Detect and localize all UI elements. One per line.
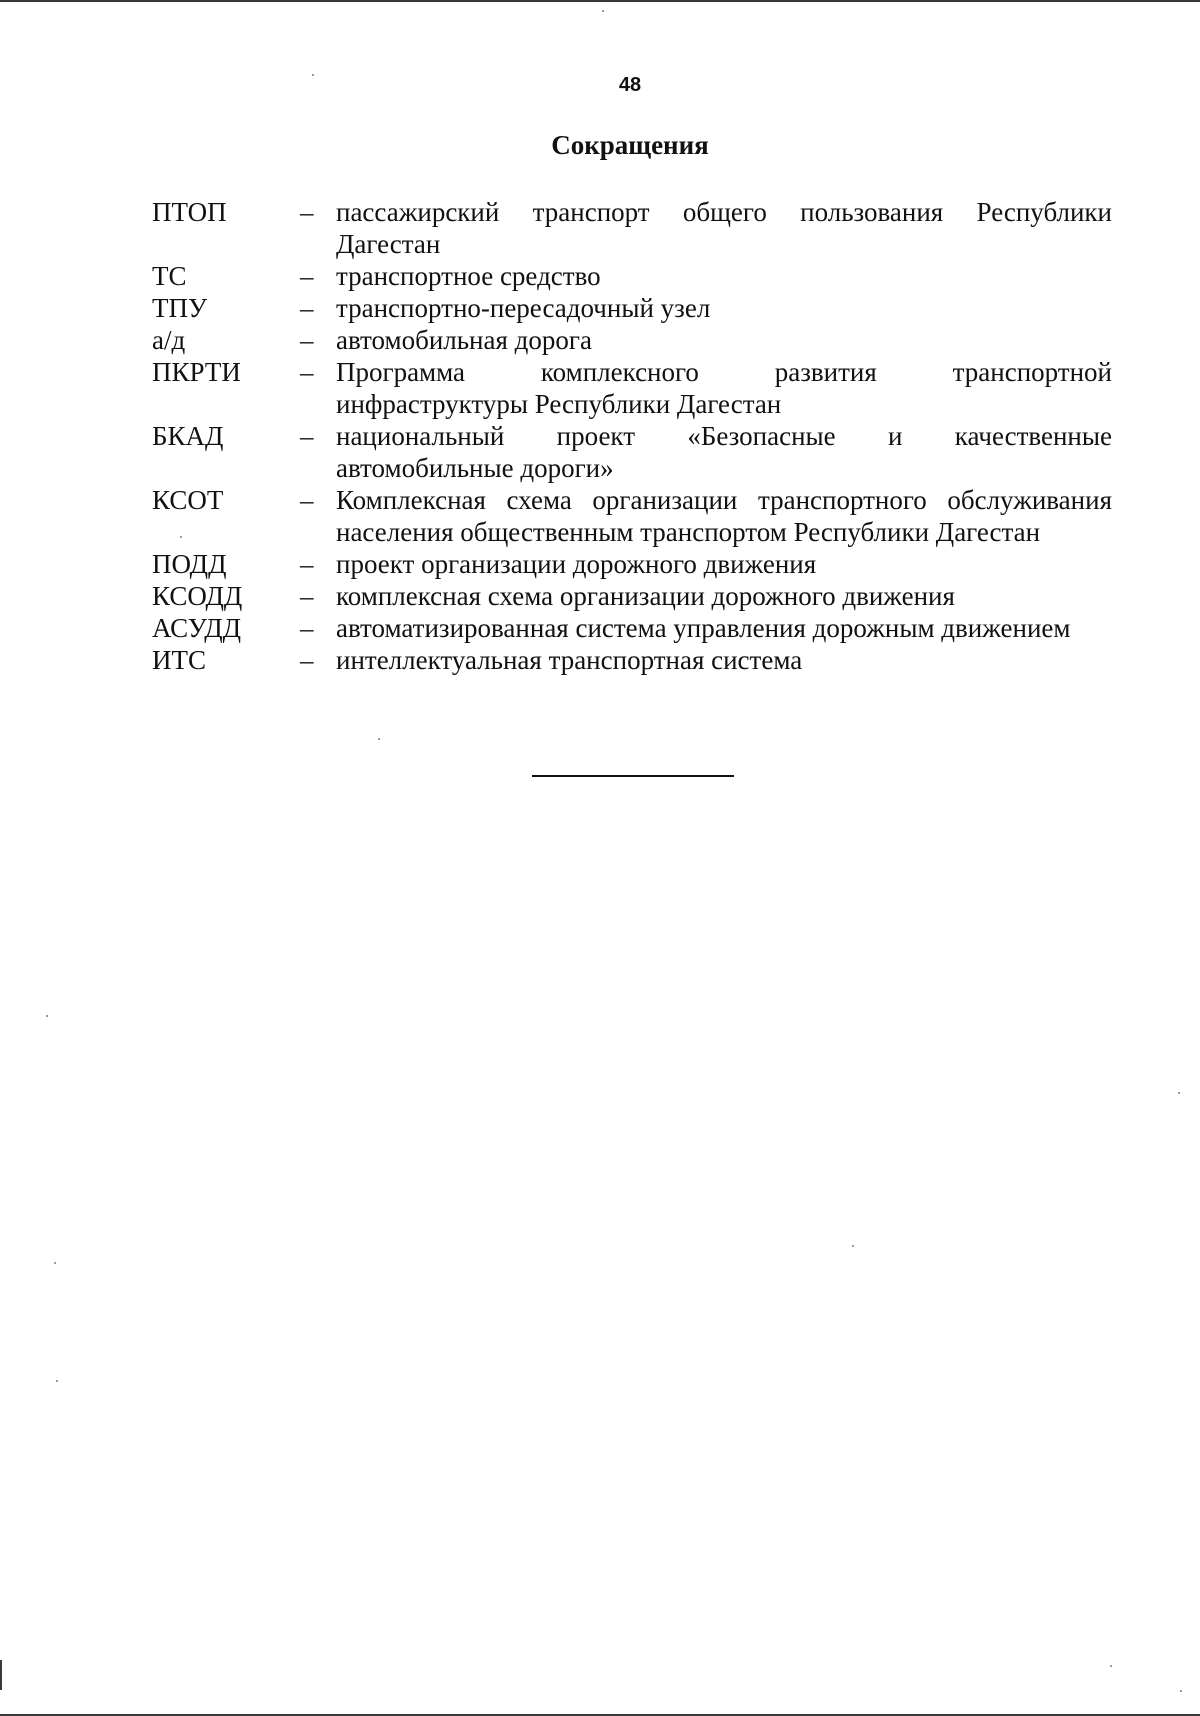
- dash-separator: –: [300, 581, 314, 611]
- abbreviation-definition: [336, 580, 1112, 612]
- dash-separator: –: [300, 261, 314, 291]
- abbreviation-row: [152, 580, 1112, 612]
- scan-speck: [180, 536, 182, 538]
- abbreviation-definition: [336, 324, 1112, 356]
- dash-separator: –: [300, 325, 314, 355]
- scan-speck: [1110, 1665, 1112, 1667]
- abbreviation-row: [152, 260, 1112, 292]
- abbreviation-term: а/д: [152, 325, 186, 355]
- abbreviations-list: [152, 196, 1112, 676]
- dash-separator: –: [300, 549, 314, 579]
- abbreviation-row: [152, 644, 1112, 676]
- abbreviation-row: [152, 292, 1112, 324]
- scan-speck: [312, 74, 314, 76]
- abbreviation-row: [152, 324, 1112, 356]
- abbreviation-definition: [336, 644, 1112, 676]
- scan-speck: [378, 738, 380, 740]
- abbreviation-term: АСУДД: [152, 613, 242, 643]
- scan-speck: [54, 1262, 56, 1264]
- dash-separator: –: [300, 485, 314, 515]
- definition-line: транспортно-пересадочный узел: [336, 293, 711, 323]
- abbreviation-definition: [336, 484, 1112, 548]
- abbreviation-term: ТПУ: [152, 293, 208, 323]
- scan-speck: [852, 1245, 854, 1247]
- abbreviation-term: ИТС: [152, 645, 206, 675]
- abbreviation-row: [152, 548, 1112, 580]
- dash-separator: –: [300, 613, 314, 643]
- abbreviation-row: [152, 484, 1112, 548]
- page-number: 48: [618, 74, 642, 96]
- definition-line: проект организации дорожного движения: [336, 549, 817, 579]
- dash-separator: –: [300, 197, 314, 227]
- abbreviation-definition: [336, 292, 1112, 324]
- page-title: Сокращения: [551, 130, 709, 160]
- abbreviation-row: [152, 420, 1112, 484]
- scan-speck: [56, 1380, 58, 1382]
- abbreviation-term: ТС: [152, 261, 187, 291]
- definition-line: национальный проект «Безопасные и качественные: [336, 421, 1112, 451]
- abbreviation-definition: [336, 260, 1112, 292]
- scan-border-top: [0, 0, 1200, 2]
- definition-line: комплексная схема организации дорожного движения: [336, 581, 955, 611]
- abbreviation-definition: [336, 420, 1112, 484]
- dash-separator: –: [300, 293, 314, 323]
- definition-line: автоматизированная система управления дорожным движением: [336, 613, 1071, 643]
- abbreviation-definition: [336, 196, 1112, 260]
- definition-line: Дагестан: [336, 229, 441, 259]
- definition-line: населения общественным транспортом Республики Дагестан: [336, 517, 1041, 547]
- definition-line: Программа комплексного развития транспортной: [336, 357, 1112, 387]
- abbreviation-term: БКАД: [152, 421, 224, 451]
- abbreviation-row: [152, 356, 1112, 420]
- definition-line: инфраструктуры Республики Дагестан: [336, 389, 782, 419]
- definition-line: транспортное средство: [336, 261, 601, 291]
- definition-line: автомобильные дороги»: [336, 453, 614, 483]
- dash-separator: –: [300, 645, 314, 675]
- end-of-section-rule: [532, 775, 734, 777]
- abbreviation-definition: [336, 548, 1112, 580]
- definition-line: пассажирский транспорт общего пользования Республики: [336, 197, 1112, 227]
- scan-speck: [602, 10, 604, 12]
- dash-separator: –: [300, 421, 314, 451]
- dash-separator: –: [300, 357, 314, 387]
- definition-line: автомобильная дорога: [336, 325, 592, 355]
- abbreviation-term: КСОТ: [152, 485, 224, 515]
- abbreviation-term: ПТОП: [152, 197, 227, 227]
- definition-line: Комплексная схема организации транспортного обслуживания: [336, 485, 1112, 515]
- definition-line: интеллектуальная транспортная система: [336, 645, 803, 675]
- scan-speck: [46, 1015, 48, 1017]
- scan-edge-mark: [0, 1660, 2, 1690]
- abbreviation-term: ПОДД: [152, 549, 227, 579]
- scan-speck: [1180, 1690, 1182, 1692]
- abbreviation-term: КСОДД: [152, 581, 243, 611]
- abbreviation-definition: [336, 612, 1112, 644]
- abbreviation-row: [152, 612, 1112, 644]
- scan-speck: [1178, 1092, 1180, 1094]
- abbreviation-term: ПКРТИ: [152, 357, 241, 387]
- abbreviation-row: [152, 196, 1112, 260]
- abbreviation-definition: [336, 356, 1112, 420]
